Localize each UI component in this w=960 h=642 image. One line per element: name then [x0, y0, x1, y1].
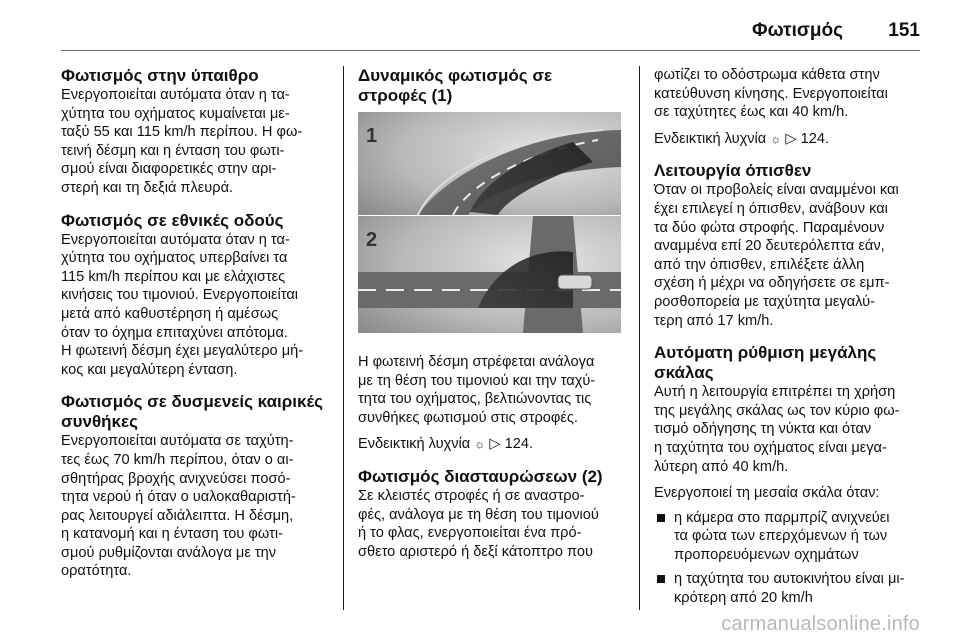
indicator-reference — [358, 435, 630, 454]
column-divider-2 — [639, 66, 640, 610]
body-line: κινήσεις του τιμονιού. Ενεργοποιείται — [61, 287, 299, 304]
body-line: τισμό οδήγησης τη νύκτα και όταν — [654, 421, 872, 438]
body-line: ρας λειτουργεί αδιάλειπτα. Η δέσμη, — [61, 507, 294, 524]
body-line: χύτητα του οχήματος κυμαίνεται με- — [61, 105, 290, 122]
header-divider — [61, 50, 920, 51]
body-line: Σε κλειστές στροφές ή σε αναστρο- — [358, 487, 585, 504]
section-reverse-function — [654, 161, 926, 330]
body-line: ροσθοπορεία με ταχύτητα μεγαλύ- — [654, 293, 875, 310]
body-line: η ταχύτητα του οχήματος είναι μεγα- — [654, 439, 887, 456]
body-line: ή το φλας, ενεργοποιείται ένα πρό- — [358, 525, 582, 542]
body-line: λύτερη από 40 km/h. — [654, 458, 789, 475]
body-line: η κατανομή και η ένταση του φωτι- — [61, 526, 283, 543]
section-heading: σκάλας — [654, 363, 714, 383]
body-line: φωτίζει το οδόστρωμα κάθετα στην — [654, 67, 880, 83]
section-heading: Δυναμικός φωτισμός σε — [358, 66, 553, 85]
body-line: κος και μεγαλύτερη ένταση. — [61, 361, 238, 378]
illustration-svg — [358, 112, 621, 333]
section-rural-lighting — [61, 66, 331, 198]
bullet-square-icon — [657, 514, 665, 522]
body-line: χύτητα του οχήματος υπερβαίνει τα — [61, 250, 288, 267]
body-line: τεινή δέσμη και η ένταση του φωτι- — [61, 142, 285, 159]
section-heading: Αυτόματη ρύθμιση μεγάλης — [654, 343, 877, 363]
section-bad-weather-lighting — [61, 392, 331, 581]
body-line: ταξύ 55 και 115 km/h περίπου. Η φω- — [61, 124, 303, 141]
body-line: Αυτή η λειτουργία επιτρέπει τη χρήση — [654, 384, 896, 401]
panel-1-label: 1 — [366, 125, 378, 147]
body-line: Όταν οι προβολείς είναι αναμμένοι και — [654, 182, 899, 199]
body-line: Η φωτεινή δέσμη στρέφεται ανάλογα — [358, 354, 595, 370]
body-line: φές, ανάλογα με τη θέση του τιμονιού — [358, 506, 599, 523]
body-line: ορατότητα. — [61, 563, 132, 580]
body-line: από την όπισθεν, επιλέξετε άλλη — [654, 256, 865, 273]
body-line: αναμμένα επί 20 δευτερόλεπτα εάν, — [654, 238, 885, 255]
body-line: στερή και τη δεξιά πλευρά. — [61, 179, 234, 196]
section-heading: συνθήκες — [61, 412, 138, 432]
column-1 — [61, 66, 331, 594]
body-line: σθετο αριστερό ή δεξί κάτοπτρο που — [358, 543, 594, 560]
column-divider-1 — [343, 66, 344, 610]
body-line: Ενεργοποιείται αυτόματα σε ταχύτη- — [61, 433, 294, 450]
body-line: της μεγάλης σκάλας ως τον κύριο φω- — [654, 402, 900, 419]
reference-page: 124. — [800, 130, 830, 147]
body-line: τα δύο φώτα στροφής. Παραμένουν — [654, 219, 885, 236]
bullet-square-icon — [657, 575, 665, 583]
section-heading: Φωτισμός σε εθνικές οδούς — [61, 210, 284, 230]
body-line: τητα του οχήματος, βελτιώνοντας τις — [358, 391, 592, 408]
body-line: με τη θέση του τιμονιού και την ταχύ- — [358, 372, 596, 389]
reference-prefix: Ενδεικτική λυχνία — [358, 436, 471, 453]
bullet-intro: Ενεργοποιεί τη μεσαία σκάλα όταν: — [654, 485, 880, 502]
condition-list — [654, 509, 926, 608]
section-heading: Φωτισμός στην ύπαιθρο — [61, 66, 259, 85]
body-line: η ταχύτητα του αυτοκινήτου είναι μι- — [674, 571, 905, 588]
reference-page: 124. — [504, 436, 534, 453]
watermark: carmanualsonline.info — [721, 613, 920, 635]
section-intersection-lighting — [358, 467, 630, 561]
body-line: Η φωτεινή δέσμη έχει μεγαλύτερο μή- — [61, 343, 304, 360]
body-line: μετά από καθυστέρηση ή αμέσως — [61, 305, 279, 322]
page-reference-arrow-icon: ▷ — [489, 436, 501, 453]
page-number: 151 — [888, 20, 920, 41]
body-line: τητα νερού ή όταν ο υαλοκαθαριστή- — [61, 489, 296, 506]
reference-prefix: Ενδεικτική λυχνία — [654, 130, 767, 147]
panel-2-car — [558, 275, 592, 289]
column-2 — [358, 66, 630, 574]
indicator-lamp-icon: ☼ — [770, 131, 782, 146]
page-title: Φωτισμός — [752, 20, 843, 41]
body-line: προπορευόμενων οχημάτων — [674, 546, 859, 563]
body-line: Ενεργοποιείται αυτόματα όταν η τα- — [61, 87, 290, 103]
page-header — [0, 0, 960, 58]
section-heading: Λειτουργία όπισθεν — [654, 161, 812, 181]
body-line: τερη από 17 km/h. — [654, 312, 774, 329]
section-heading: Φωτισμός διασταυρώσεων (2) — [358, 466, 603, 486]
body-line: συνθήκες φωτισμού στις στροφές. — [358, 409, 578, 426]
indicator-lamp-icon: ☼ — [474, 437, 486, 452]
section-heading: στροφές (1) — [358, 86, 453, 105]
page-reference-arrow-icon: ▷ — [785, 130, 797, 147]
section-heading: Φωτισμός σε δυσμενείς καιρικές — [61, 392, 323, 412]
body-line: τες έως 70 km/h περίπου, όταν ο αι- — [61, 451, 294, 468]
indicator-reference — [654, 130, 926, 149]
body-line: 115 km/h περίπου και με ελάχιστες — [61, 268, 286, 285]
body-line: όταν το όχημα επιταχύνει απότομα. — [61, 324, 288, 341]
body-line: Ενεργοποιείται αυτόματα όταν η τα- — [61, 231, 290, 248]
body-line: κατεύθυνση κίνησης. Ενεργοποιείται — [654, 85, 888, 102]
panel-2-label: 2 — [366, 229, 378, 251]
list-item — [654, 570, 926, 607]
body-line: σμού ρυθμίζονται ανάλογα με την — [61, 544, 277, 561]
body-line: σχέση ή μέχρι να οδηγήσετε σε εμπ- — [654, 275, 890, 292]
section-highway-lighting — [61, 211, 331, 380]
body-line: η κάμερα στο παρμπρίζ ανιχνεύει — [674, 509, 890, 526]
list-item — [654, 509, 926, 565]
body-line: τα φώτα των επερχόμενων ή των — [674, 528, 888, 545]
body-line: έχει επιλεγεί η όπισθεν, ανάβουν και — [654, 200, 888, 217]
body-line: σμού είναι διαφορετικές στην αρι- — [61, 161, 277, 178]
cornering-light-illustration — [358, 112, 621, 333]
body-line: κρότερη από 20 km/h — [674, 590, 813, 607]
body-line: σε ταχύτητες έως και 40 km/h. — [654, 104, 849, 121]
intersection-lighting-continued — [654, 66, 926, 148]
figure-caption — [358, 353, 630, 454]
section-auto-high-beam — [654, 343, 926, 608]
column-3 — [654, 66, 926, 621]
body-line: σθητήρας βροχής ανιχνεύσει ποσό- — [61, 470, 291, 487]
